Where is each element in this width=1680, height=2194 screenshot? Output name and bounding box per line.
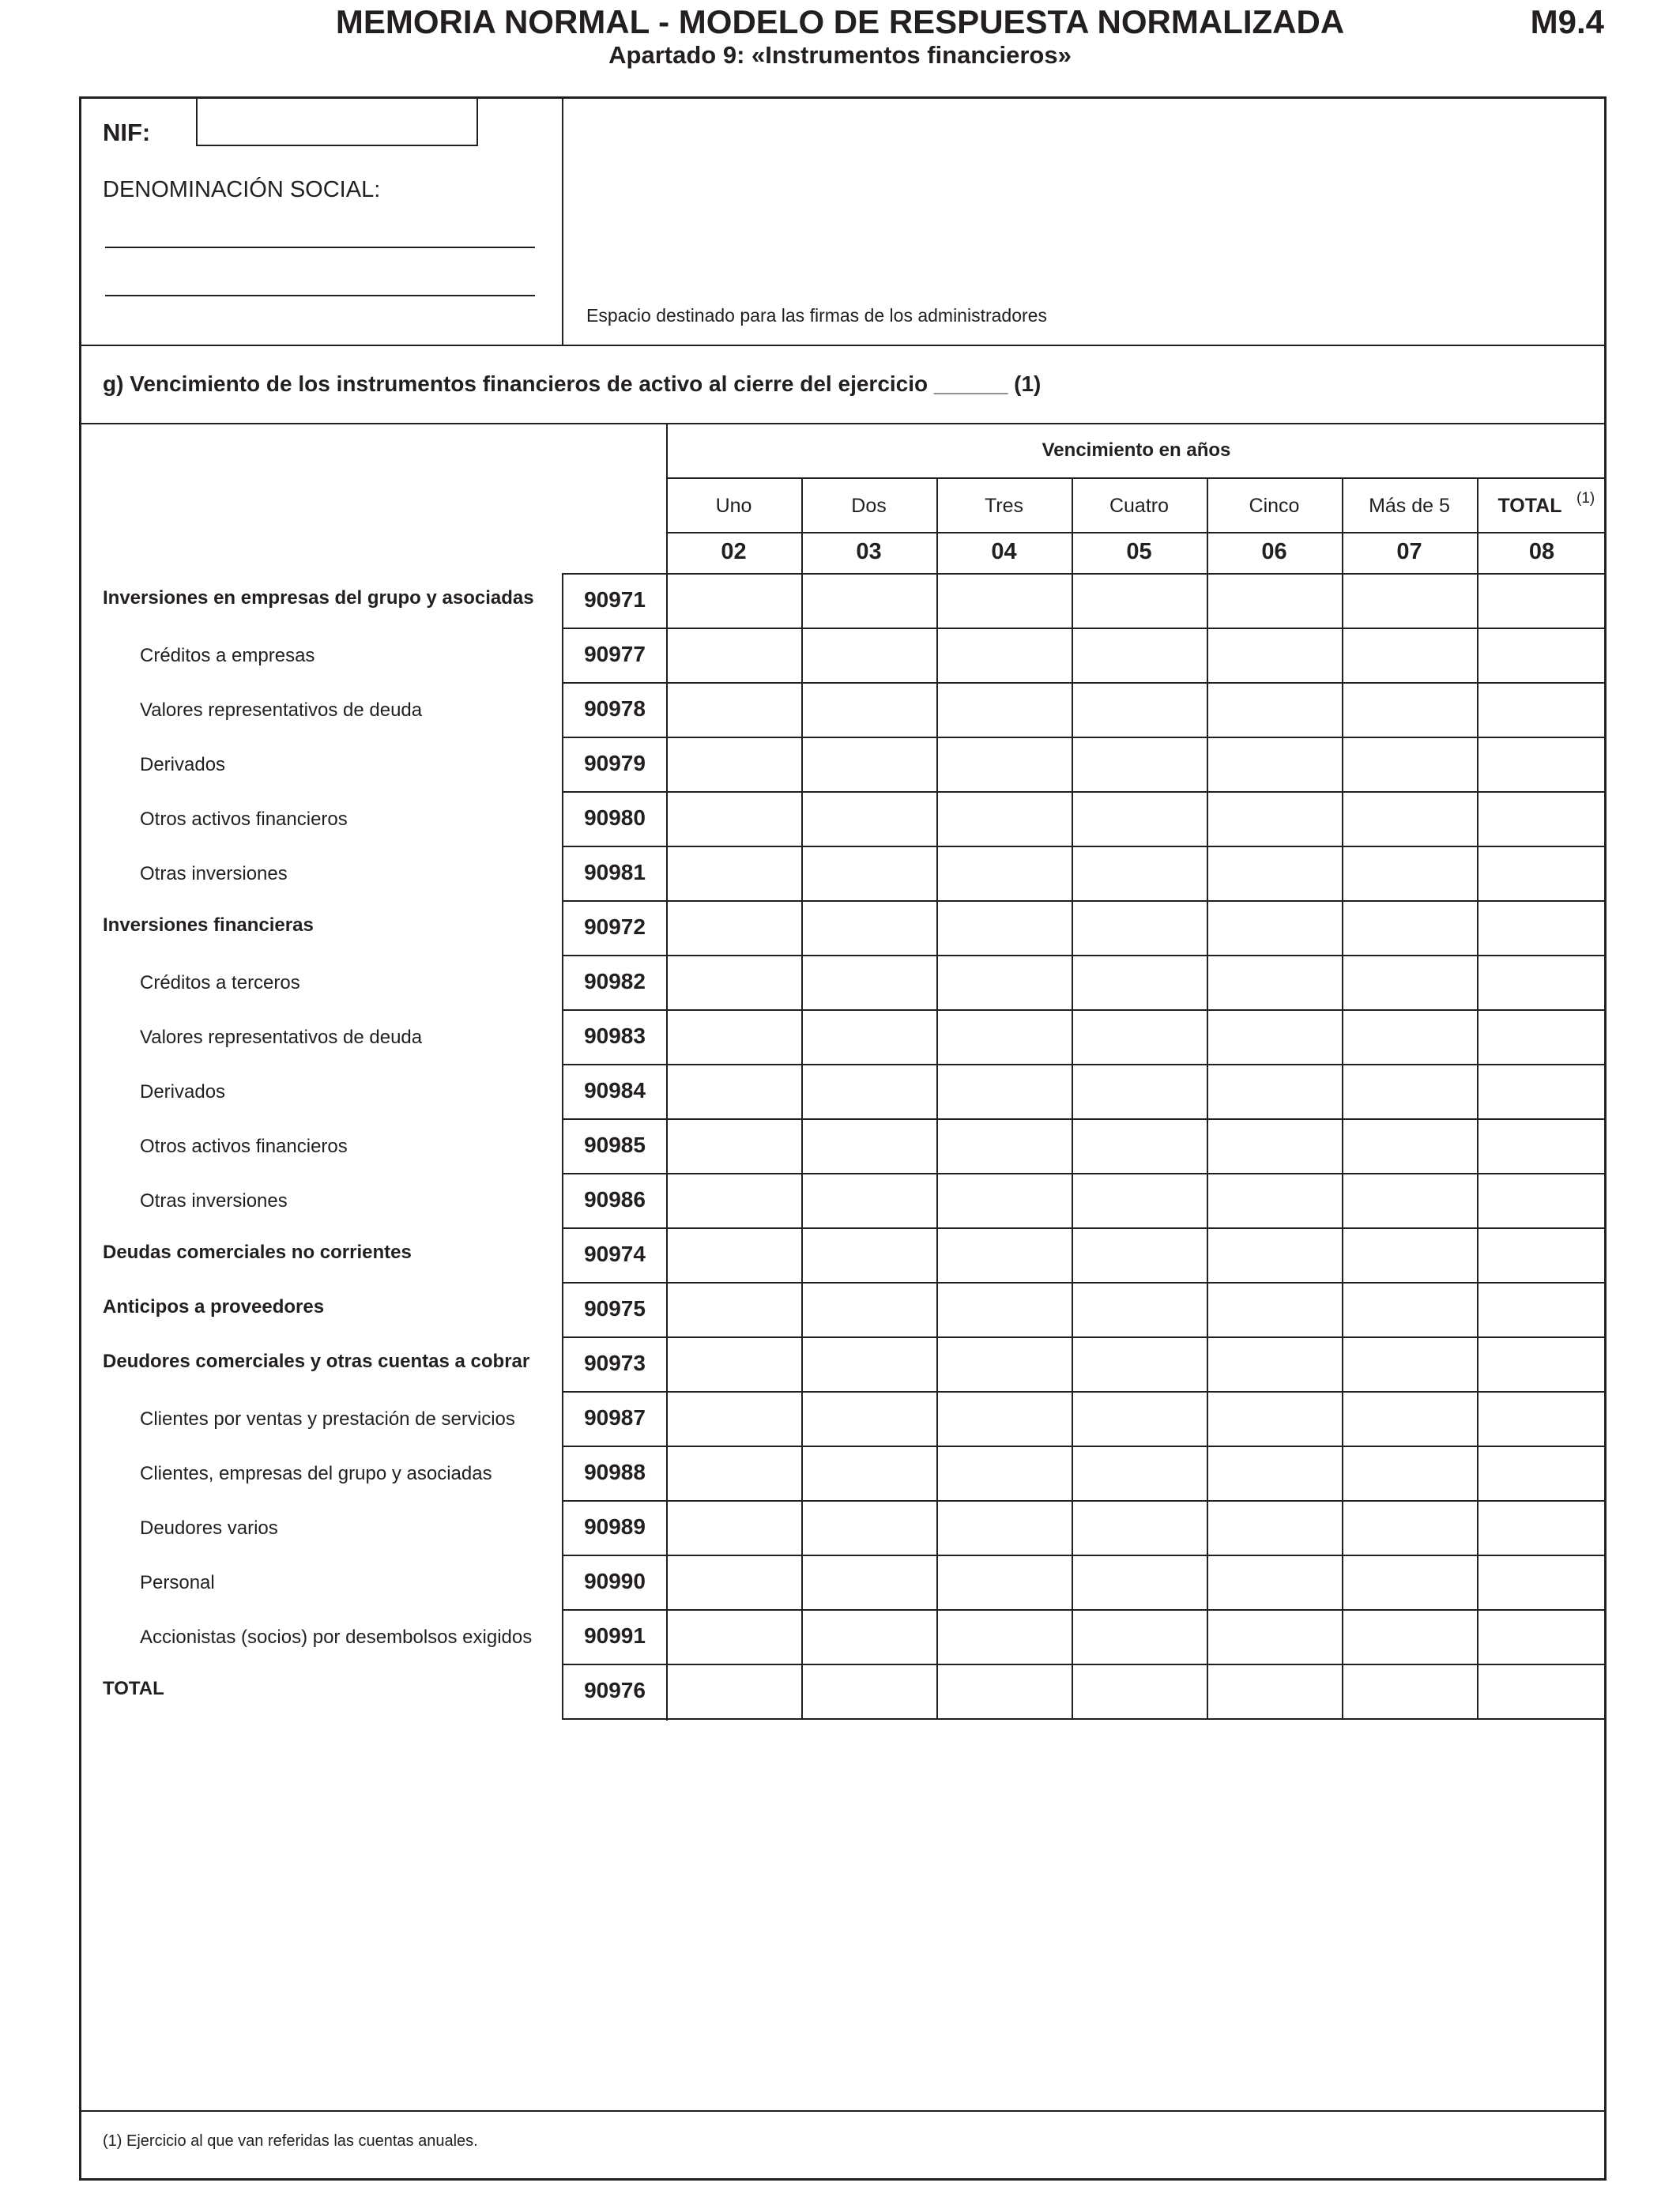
amount-cell[interactable] — [1208, 1065, 1342, 1118]
amount-cell[interactable] — [1343, 1120, 1477, 1173]
identification-divider — [562, 96, 563, 345]
amount-cell[interactable] — [938, 1174, 1072, 1227]
amount-cell[interactable] — [1208, 1174, 1342, 1227]
amount-cell[interactable] — [803, 1393, 936, 1446]
amount-cell[interactable] — [1343, 956, 1477, 1009]
row-label: Deudas comerciales no corrientes — [103, 1242, 412, 1263]
nif-field[interactable] — [196, 97, 478, 146]
row-label: Anticipos a proveedores — [103, 1296, 325, 1318]
amount-cell[interactable] — [1478, 684, 1607, 737]
amount-cell[interactable] — [1343, 1556, 1477, 1609]
amount-cell[interactable] — [1478, 1556, 1607, 1609]
amount-cell[interactable] — [668, 902, 801, 955]
amount-cell[interactable] — [1343, 1174, 1477, 1227]
amount-cell[interactable] — [938, 684, 1072, 737]
footnote-divider — [79, 2110, 1607, 2112]
amount-cell[interactable] — [1478, 1611, 1607, 1664]
amount-cell[interactable] — [803, 1665, 936, 1718]
column-code: 04 — [991, 539, 1017, 564]
amount-cell[interactable] — [803, 1229, 936, 1282]
row-code: 90990 — [584, 1569, 646, 1593]
amount-cell[interactable] — [1073, 1284, 1207, 1336]
amount-cell[interactable] — [938, 956, 1072, 1009]
amount-cell[interactable] — [1208, 684, 1342, 737]
amount-cell[interactable] — [803, 1174, 936, 1227]
row-code: 90978 — [584, 696, 646, 721]
column-code: 03 — [856, 539, 882, 564]
amount-cell[interactable] — [1343, 1611, 1477, 1664]
row-code: 90979 — [584, 751, 646, 775]
amount-cell[interactable] — [1208, 1556, 1342, 1609]
amount-cell[interactable] — [1343, 1284, 1477, 1336]
amount-cell[interactable] — [1208, 1120, 1342, 1173]
column-code: 07 — [1396, 539, 1422, 564]
column-code: 06 — [1261, 539, 1287, 564]
row-label: Valores representativos de deuda — [140, 1027, 423, 1048]
amount-cell[interactable] — [1073, 793, 1207, 846]
amount-cell[interactable] — [1073, 684, 1207, 737]
amount-cell[interactable] — [1073, 902, 1207, 955]
amount-cell[interactable] — [1208, 1393, 1342, 1446]
firmas-label: Espacio destinado para las firmas de los administradores — [586, 305, 1047, 326]
amount-cell[interactable] — [668, 793, 801, 846]
amount-cell[interactable] — [938, 847, 1072, 900]
form-title: MEMORIA NORMAL - MODELO DE RESPUESTA NORMALIZADA — [335, 3, 1345, 40]
header-line-1 — [666, 477, 1607, 479]
amount-cell[interactable] — [1073, 1011, 1207, 1064]
amount-cell[interactable] — [1343, 902, 1477, 955]
amount-cell[interactable] — [1478, 793, 1607, 846]
amount-cell[interactable] — [668, 1556, 801, 1609]
row-code: 90976 — [584, 1678, 646, 1702]
amount-cell[interactable] — [668, 1120, 801, 1173]
amount-cell[interactable] — [1478, 1393, 1607, 1446]
row-code: 90984 — [584, 1078, 646, 1103]
amount-cell[interactable] — [668, 1447, 801, 1500]
row-code: 90986 — [584, 1187, 646, 1212]
row-label: Derivados — [140, 1081, 226, 1103]
column-label: Dos — [851, 495, 887, 517]
amount-cell[interactable] — [1073, 738, 1207, 791]
amount-cell[interactable] — [668, 1502, 801, 1555]
row-code: 90973 — [584, 1351, 646, 1375]
row-code: 90989 — [584, 1514, 646, 1539]
amount-cell[interactable] — [938, 1556, 1072, 1609]
amount-cell[interactable] — [1208, 1502, 1342, 1555]
amount-cell[interactable] — [803, 1502, 936, 1555]
amount-cell[interactable] — [1343, 1338, 1477, 1391]
amount-cell[interactable] — [668, 738, 801, 791]
amount-cell[interactable] — [938, 1665, 1072, 1718]
amount-cell[interactable] — [1478, 1120, 1607, 1173]
column-label: Cinco — [1249, 495, 1300, 517]
amount-cell[interactable] — [1343, 1393, 1477, 1446]
amount-cell[interactable] — [1208, 575, 1342, 628]
amount-cell[interactable] — [1343, 629, 1477, 682]
row-label: Créditos a terceros — [140, 972, 300, 993]
amount-cell[interactable] — [803, 847, 936, 900]
amount-cell[interactable] — [938, 738, 1072, 791]
denominacion-social-line-2[interactable] — [105, 295, 535, 296]
amount-cell[interactable] — [1343, 1665, 1477, 1718]
column-label: Uno — [715, 495, 752, 517]
amount-cell[interactable] — [938, 793, 1072, 846]
section-divider-bottom — [79, 423, 1607, 424]
amount-cell[interactable] — [1343, 793, 1477, 846]
amount-cell[interactable] — [938, 1229, 1072, 1282]
header-line-2 — [666, 532, 1607, 533]
nif-label: NIF: — [103, 119, 151, 146]
amount-cell[interactable] — [938, 1447, 1072, 1500]
amount-cell[interactable] — [668, 684, 801, 737]
column-label: Más de 5 — [1369, 495, 1450, 517]
row-code: 90975 — [584, 1296, 646, 1321]
row-label: Inversiones financieras — [103, 914, 314, 936]
amount-cell[interactable] — [938, 1393, 1072, 1446]
amount-cell[interactable] — [668, 575, 801, 628]
amount-cell[interactable] — [1073, 1174, 1207, 1227]
row-label: Otros activos financieros — [140, 1136, 348, 1157]
amount-cell[interactable] — [1478, 1338, 1607, 1391]
amount-cell[interactable] — [1073, 1065, 1207, 1118]
amount-cell[interactable] — [668, 1338, 801, 1391]
amount-cell[interactable] — [1478, 1174, 1607, 1227]
amount-cell[interactable] — [938, 1502, 1072, 1555]
row-code: 90974 — [584, 1242, 646, 1266]
amount-cell[interactable] — [803, 575, 936, 628]
amount-cell[interactable] — [1343, 738, 1477, 791]
amount-cell[interactable] — [803, 684, 936, 737]
row-label: Clientes por ventas y prestación de servicios — [140, 1408, 515, 1430]
row-code: 90972 — [584, 914, 646, 939]
amount-cell[interactable] — [1343, 1011, 1477, 1064]
amount-cell[interactable] — [1208, 902, 1342, 955]
row-label: Otras inversiones — [140, 863, 288, 884]
amount-cell[interactable] — [668, 1284, 801, 1336]
amount-cell[interactable] — [1343, 1065, 1477, 1118]
amount-cell[interactable] — [803, 738, 936, 791]
amount-cell[interactable] — [1478, 629, 1607, 682]
row-label: Otras inversiones — [140, 1190, 288, 1212]
amount-cell[interactable] — [668, 1393, 801, 1446]
amount-cell[interactable] — [668, 1229, 801, 1282]
amount-cell[interactable] — [1478, 1665, 1607, 1718]
column-code: 08 — [1528, 539, 1555, 564]
column-label: Tres — [984, 495, 1024, 517]
amount-cell[interactable] — [938, 902, 1072, 955]
amount-cell[interactable] — [803, 1338, 936, 1391]
amount-cell[interactable] — [668, 1065, 801, 1118]
amount-cell[interactable] — [1073, 1447, 1207, 1500]
row-label: TOTAL — [103, 1678, 164, 1699]
amount-cell[interactable] — [1208, 1338, 1342, 1391]
amount-cell[interactable] — [1073, 1229, 1207, 1282]
row-code: 90980 — [584, 805, 646, 830]
amount-cell[interactable] — [1208, 1611, 1342, 1664]
column-label: Cuatro — [1109, 495, 1170, 517]
row-code: 90977 — [584, 642, 646, 666]
column-code: 02 — [721, 539, 747, 564]
amount-cell[interactable] — [1208, 956, 1342, 1009]
row-label: Derivados — [140, 754, 226, 775]
amount-cell[interactable] — [1073, 1556, 1207, 1609]
amount-cell[interactable] — [1073, 629, 1207, 682]
form-subtitle: Apartado 9: «Instrumentos financieros» — [608, 41, 1072, 69]
amount-cell[interactable] — [803, 902, 936, 955]
amount-cell[interactable] — [938, 575, 1072, 628]
amount-cell[interactable] — [1073, 1665, 1207, 1718]
amount-cell[interactable] — [803, 1556, 936, 1609]
amount-cell[interactable] — [1208, 1011, 1342, 1064]
amount-cell[interactable] — [1073, 956, 1207, 1009]
amount-cell[interactable] — [938, 1120, 1072, 1173]
amount-cell[interactable] — [938, 629, 1072, 682]
amount-cell[interactable] — [1478, 1502, 1607, 1555]
amount-cell[interactable] — [1073, 847, 1207, 900]
amount-cell[interactable] — [1478, 1447, 1607, 1500]
amount-cell[interactable] — [803, 629, 936, 682]
amount-cell[interactable] — [1208, 793, 1342, 846]
amount-cell[interactable] — [1208, 738, 1342, 791]
amount-cell[interactable] — [1478, 847, 1607, 900]
amount-cell[interactable] — [668, 1011, 801, 1064]
denominacion-social-label: DENOMINACIÓN SOCIAL: — [103, 177, 381, 202]
row-code: 90982 — [584, 969, 646, 993]
section-title: g) Vencimiento de los instrumentos financieros de activo al cierre del ejercicio ______ (1) — [103, 371, 1042, 396]
row-label: Inversiones en empresas del grupo y asociadas — [103, 587, 534, 609]
amount-cell[interactable] — [1478, 956, 1607, 1009]
amount-cell[interactable] — [938, 1065, 1072, 1118]
amount-cell[interactable] — [803, 1284, 936, 1336]
row-code: 90991 — [584, 1623, 646, 1648]
amount-cell[interactable] — [938, 1011, 1072, 1064]
amount-cell[interactable] — [1478, 1011, 1607, 1064]
amount-cell[interactable] — [668, 1611, 801, 1664]
row-label: Personal — [140, 1572, 215, 1593]
amount-cell[interactable] — [1478, 575, 1607, 628]
column-note: (1) — [1576, 490, 1595, 507]
amount-cell[interactable] — [803, 1447, 936, 1500]
amount-cell[interactable] — [803, 1120, 936, 1173]
amount-cell[interactable] — [1208, 629, 1342, 682]
vencimiento-header: Vencimiento en años — [1042, 439, 1231, 461]
amount-cell[interactable] — [1478, 902, 1607, 955]
row-code: 90987 — [584, 1405, 646, 1430]
amount-cell[interactable] — [1073, 1502, 1207, 1555]
amount-cell[interactable] — [1478, 1065, 1607, 1118]
amount-cell[interactable] — [938, 1611, 1072, 1664]
row-code: 90985 — [584, 1133, 646, 1157]
amount-cell[interactable] — [803, 1065, 936, 1118]
amount-cell[interactable] — [668, 847, 801, 900]
amount-cell[interactable] — [803, 1011, 936, 1064]
row-label: Accionistas (socios) por desembolsos exigidos — [140, 1627, 533, 1648]
amount-cell[interactable] — [1478, 738, 1607, 791]
amount-cell[interactable] — [1343, 575, 1477, 628]
amount-cell[interactable] — [1208, 1284, 1342, 1336]
amount-cell[interactable] — [1478, 1284, 1607, 1336]
row-code: 90988 — [584, 1460, 646, 1484]
row-label: Clientes, empresas del grupo y asociadas — [140, 1463, 492, 1484]
column-label: TOTAL — [1497, 495, 1562, 517]
amount-cell[interactable] — [1073, 1393, 1207, 1446]
amount-cell[interactable] — [803, 1611, 936, 1664]
amount-cell[interactable] — [803, 956, 936, 1009]
amount-cell[interactable] — [1073, 1338, 1207, 1391]
footnote: (1) Ejercicio al que van referidas las cuentas anuales. — [103, 2132, 478, 2150]
amount-cell[interactable] — [668, 1174, 801, 1227]
section-divider-top — [79, 345, 1607, 346]
amount-cell[interactable] — [1073, 575, 1207, 628]
row-label: Otros activos financieros — [140, 809, 348, 830]
denominacion-social-line-1[interactable] — [105, 247, 535, 248]
amount-cell[interactable] — [1343, 1229, 1477, 1282]
amount-cell[interactable] — [1343, 684, 1477, 737]
amount-cell[interactable] — [1478, 1229, 1607, 1282]
column-code: 05 — [1126, 539, 1152, 564]
row-label: Deudores varios — [140, 1517, 278, 1539]
amount-cell[interactable] — [1343, 1447, 1477, 1500]
row-label: Deudores comerciales y otras cuentas a cobrar — [103, 1351, 530, 1372]
amount-cell[interactable] — [1073, 1120, 1207, 1173]
row-code: 90971 — [584, 587, 646, 612]
amount-cell[interactable] — [1343, 847, 1477, 900]
amount-cell[interactable] — [668, 956, 801, 1009]
amount-cell[interactable] — [803, 793, 936, 846]
row-divider — [562, 1718, 1607, 1720]
amount-cell[interactable] — [1208, 1447, 1342, 1500]
row-code: 90983 — [584, 1023, 646, 1048]
amount-cell[interactable] — [1073, 1611, 1207, 1664]
amount-cell[interactable] — [668, 629, 801, 682]
amount-cell[interactable] — [1208, 847, 1342, 900]
row-label: Valores representativos de deuda — [140, 699, 423, 721]
amount-cell[interactable] — [1343, 1502, 1477, 1555]
form-code: M9.4 — [1530, 3, 1604, 40]
amount-cell[interactable] — [938, 1338, 1072, 1391]
row-code: 90981 — [584, 860, 646, 884]
amount-cell[interactable] — [938, 1284, 1072, 1336]
amount-cell[interactable] — [668, 1665, 801, 1718]
amount-cell[interactable] — [1208, 1665, 1342, 1718]
row-label: Créditos a empresas — [140, 645, 315, 666]
amount-cell[interactable] — [1208, 1229, 1342, 1282]
